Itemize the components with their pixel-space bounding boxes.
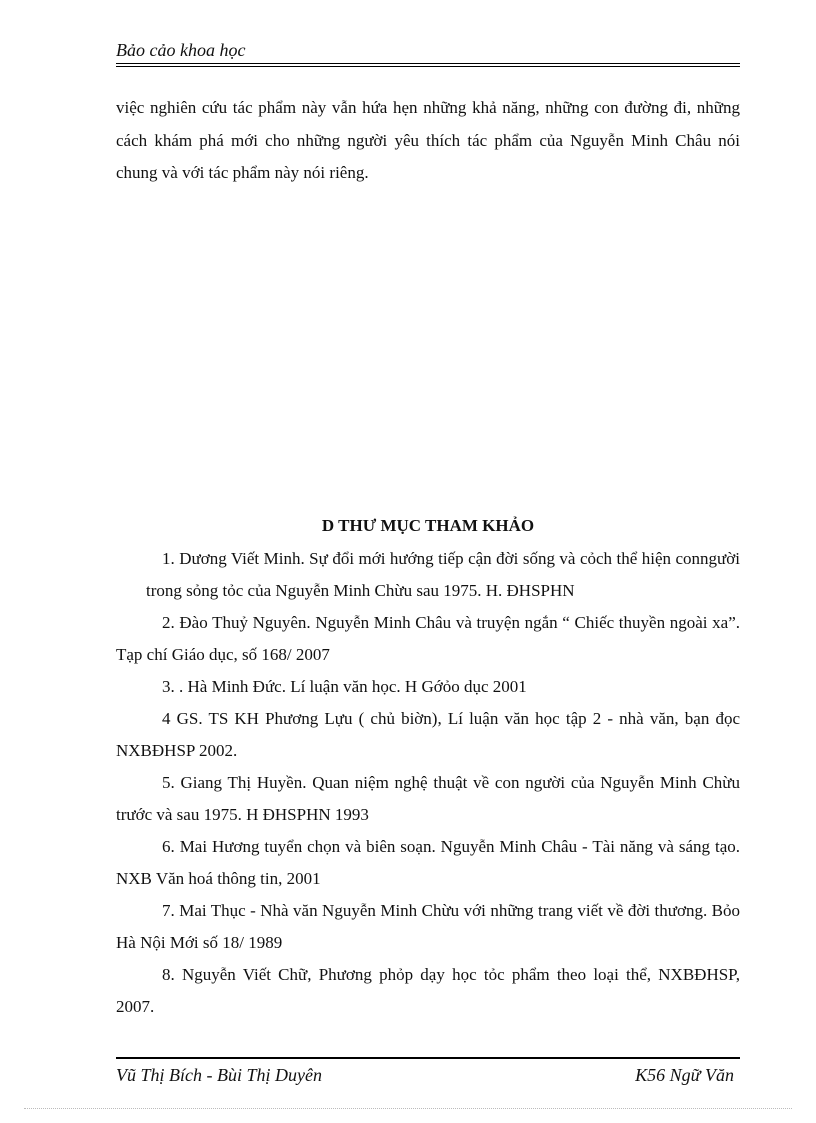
header-title: Bảo cảo khoa học [116,40,246,60]
reference-item-6: 6. Mai Hương tuyển chọn và biên soạn. Nguyễn Minh Châu - Tài năng và sáng tạo. NXB Văn hoá thông tin, 2001 [116,837,740,888]
page-bottom-divider [24,1108,792,1109]
reference-item-4: 4 GS. TS KH Phương Lựu ( chủ biờn), Lí luận văn học tập 2 - nhà văn, bạn đọc NXBĐHSP 2002. [116,709,740,760]
footer-rule [116,1057,740,1059]
header-rule [116,63,740,67]
page-header [116,38,740,67]
reference-item-3: 3. . Hà Minh Đức. Lí luận văn học. H Gớỏo dục 2001 [162,677,527,696]
body-content [116,92,740,190]
footer-class: K56 Ngữ Văn [635,1065,734,1085]
reference-list [116,543,740,1023]
reference-item-2: 2. Đào Thuỷ Nguyên. Nguyễn Minh Châu và truyện ngắn “ Chiếc thuyền ngoài xa”. Tạp chí Giáo dục, số 168/ 2007 [116,613,740,664]
body-paragraph: việc nghiên cứu tác phẩm này vẫn hứa hẹn những khả năng, những con đường đi, những cách khám phá mới cho những người yêu thích tác phẩm của Nguyễn Minh Châu nói chung và với tác phẩm này nói riêng. [116,98,740,182]
reference-item-7: 7. Mai Thục - Nhà văn Nguyễn Minh Chừu với những trang viết về đời thương. Bỏo Hà Nội Mới số 18/ 1989 [116,901,740,952]
reference-item-8: 8. Nguyễn Viết Chữ, Phương phỏp dạy học tỏc phẩm theo loại thể, NXBĐHSP, 2007. [116,965,740,1016]
reference-item-1: 1. Dương Viết Minh. Sự đổi mới hướng tiếp cận đời sống và cỏch thể hiện conngười trong sỏng tỏc của Nguyễn Minh Chừu sau 1975. H. ĐHSPHN [146,549,740,600]
footer-row [116,1063,740,1087]
references-title: D THƯ MỤC THAM KHẢO [321,516,535,535]
reference-item-5: 5. Giang Thị Huyền. Quan niệm nghệ thuật về con người của Nguyễn Minh Chừu trước và sau 1975. H ĐHSPHN 1993 [116,773,740,824]
footer-authors: Vũ Thị Bích - Bùi Thị Duyên [116,1065,322,1085]
page-footer [116,1057,740,1087]
